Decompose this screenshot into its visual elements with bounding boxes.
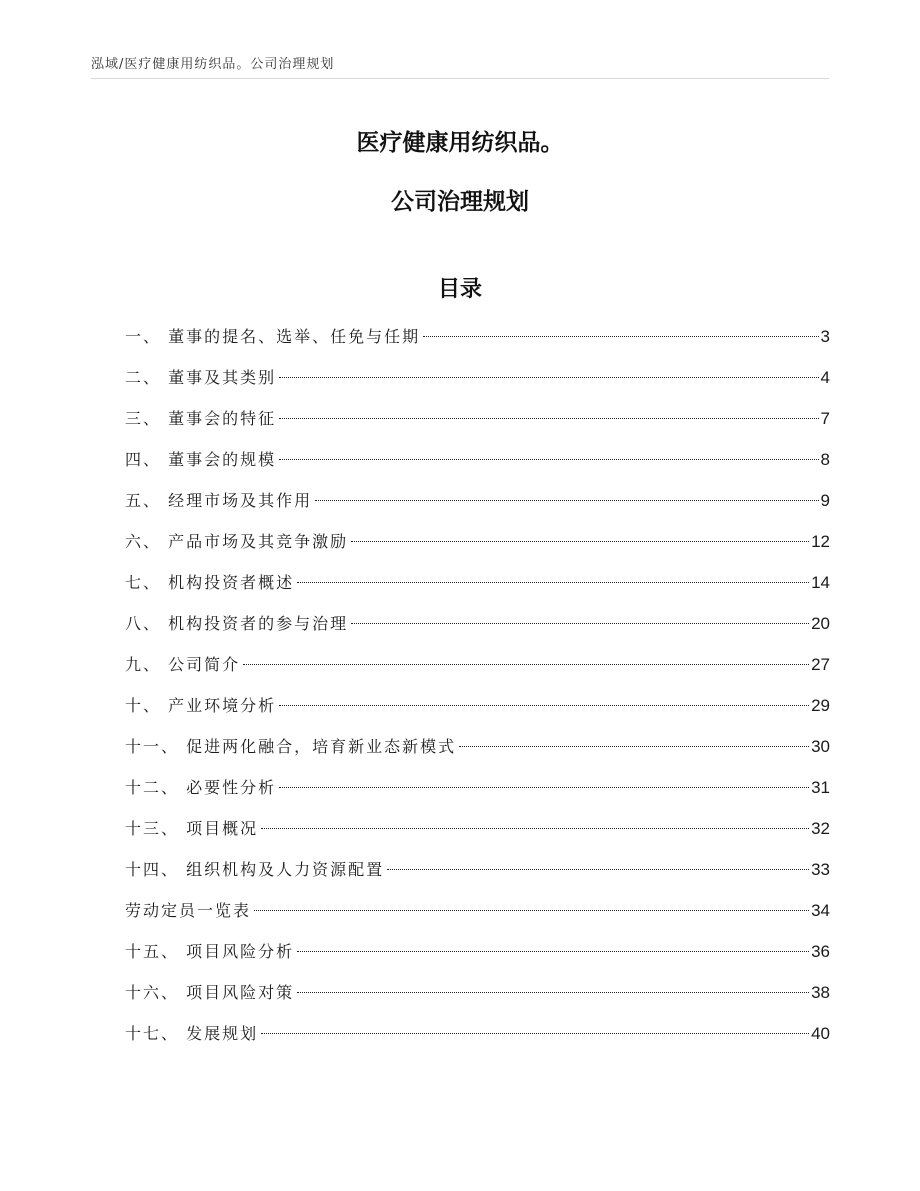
toc-entry-label: 十一、 促进两化融合，培育新业态新模式 [125, 737, 457, 756]
table-of-contents [125, 323, 830, 1061]
toc-dot-leader [279, 459, 818, 460]
toc-entry[interactable] [125, 815, 830, 856]
toc-dot-leader [254, 910, 809, 911]
toc-dot-leader [423, 336, 818, 337]
toc-dot-leader [279, 705, 809, 706]
toc-entry-label: 四、 董事会的规模 [125, 450, 277, 469]
toc-entry[interactable] [125, 897, 830, 938]
toc-entry-page-number: 33 [811, 860, 830, 879]
toc-entry-label: 一、 董事的提名、选举、任免与任期 [125, 327, 421, 346]
toc-dot-leader [351, 623, 809, 624]
toc-entry-label: 十二、 必要性分析 [125, 778, 277, 797]
toc-entry[interactable] [125, 774, 830, 815]
toc-entry[interactable] [125, 323, 830, 364]
toc-entry-page-number: 14 [811, 573, 830, 592]
toc-dot-leader [261, 828, 809, 829]
toc-entry-label: 十六、 项目风险对策 [125, 983, 295, 1002]
toc-entry[interactable] [125, 446, 830, 487]
toc-dot-leader [459, 746, 809, 747]
toc-heading: 目录 [437, 277, 482, 302]
toc-entry-page-number: 8 [820, 450, 830, 469]
toc-entry[interactable] [125, 979, 830, 1020]
toc-entry[interactable] [125, 692, 830, 733]
toc-entry-label: 十四、 组织机构及人力资源配置 [125, 860, 385, 879]
toc-entry-page-number: 36 [811, 942, 830, 961]
toc-dot-leader [297, 951, 809, 952]
toc-entry-label: 九、 公司简介 [125, 655, 241, 674]
toc-entry[interactable] [125, 1020, 830, 1061]
toc-entry-page-number: 9 [820, 491, 830, 510]
running-header: 泓域/医疗健康用纺织品。公司治理规划 [91, 57, 335, 72]
toc-entry-page-number: 12 [811, 532, 830, 551]
toc-dot-leader [279, 787, 809, 788]
toc-entry-page-number: 4 [820, 368, 830, 387]
toc-entry-label: 七、 机构投资者概述 [125, 573, 295, 592]
toc-entry[interactable] [125, 651, 830, 692]
toc-entry[interactable] [125, 405, 830, 446]
toc-entry-label: 十七、 发展规划 [125, 1024, 259, 1043]
toc-entry-page-number: 29 [811, 696, 830, 715]
toc-entry[interactable] [125, 364, 830, 405]
toc-dot-leader [243, 664, 809, 665]
toc-dot-leader [261, 1033, 809, 1034]
toc-entry-page-number: 38 [811, 983, 830, 1002]
toc-entry[interactable] [125, 569, 830, 610]
toc-entry[interactable] [125, 610, 830, 651]
toc-entry-label: 十、 产业环境分析 [125, 696, 277, 715]
toc-entry-label: 二、 董事及其类别 [125, 368, 277, 387]
toc-entry[interactable] [125, 938, 830, 979]
toc-entry[interactable] [125, 487, 830, 528]
toc-entry-page-number: 7 [820, 409, 830, 428]
toc-entry[interactable] [125, 733, 830, 774]
toc-dot-leader [351, 541, 809, 542]
toc-entry-page-number: 31 [811, 778, 830, 797]
toc-dot-leader [279, 377, 818, 378]
toc-entry-label: 三、 董事会的特征 [125, 409, 277, 428]
toc-entry-label: 劳动定员一览表 [125, 901, 252, 920]
document-title-line-2: 公司治理规划 [391, 189, 529, 215]
toc-dot-leader [297, 992, 809, 993]
header-divider [91, 78, 829, 79]
toc-dot-leader [297, 582, 809, 583]
toc-entry-page-number: 27 [811, 655, 830, 674]
toc-entry-page-number: 32 [811, 819, 830, 838]
toc-entry-page-number: 40 [811, 1024, 830, 1043]
toc-entry-label: 六、 产品市场及其竞争激励 [125, 532, 349, 551]
toc-entry-label: 八、 机构投资者的参与治理 [125, 614, 349, 633]
toc-dot-leader [387, 869, 809, 870]
toc-entry-page-number: 34 [811, 901, 830, 920]
toc-entry-label: 十五、 项目风险分析 [125, 942, 295, 961]
toc-entry[interactable] [125, 528, 830, 569]
toc-entry-page-number: 3 [820, 327, 830, 346]
toc-dot-leader [279, 418, 818, 419]
toc-dot-leader [315, 500, 818, 501]
toc-entry-label: 十三、 项目概况 [125, 819, 259, 838]
toc-entry[interactable] [125, 856, 830, 897]
toc-entry-page-number: 30 [811, 737, 830, 756]
toc-entry-page-number: 20 [811, 614, 830, 633]
document-title-line-1: 医疗健康用纺织品。 [356, 130, 564, 156]
toc-entry-label: 五、 经理市场及其作用 [125, 491, 313, 510]
